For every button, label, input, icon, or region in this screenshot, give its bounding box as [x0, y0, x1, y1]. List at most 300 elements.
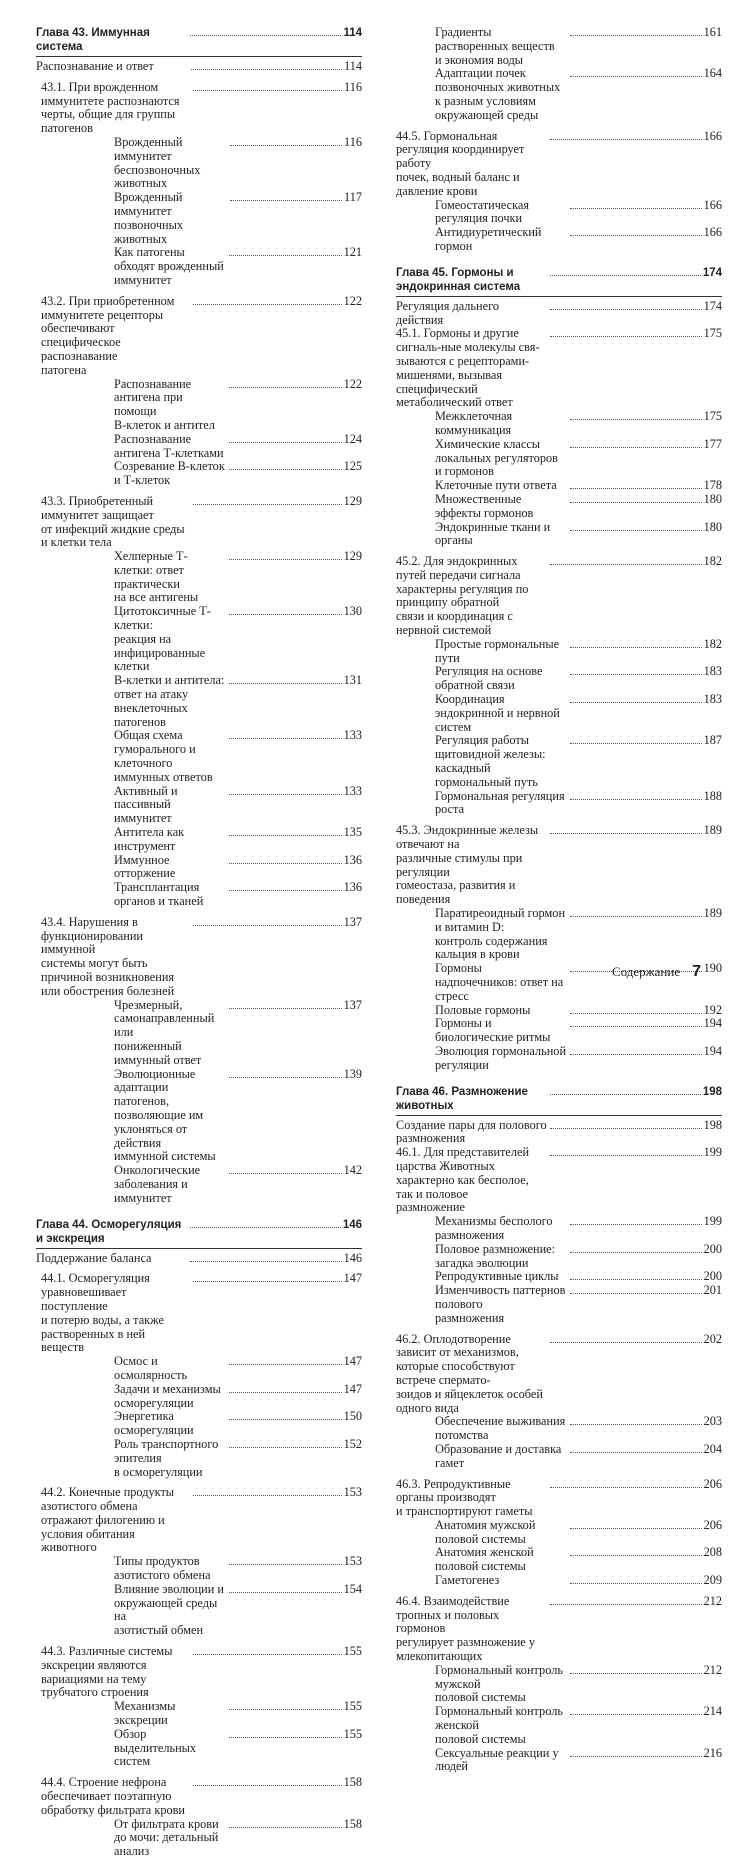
toc-entry — [396, 199, 722, 227]
toc-leader-dots — [193, 1654, 342, 1655]
toc-entry — [36, 495, 362, 550]
toc-leader-dots — [570, 799, 702, 800]
toc-leader-dots — [229, 1447, 341, 1448]
toc-leader-dots — [550, 139, 701, 140]
toc-entry-title: Адаптации почек позвоночных животных к разным условиям окружающей среды — [435, 66, 561, 122]
toc-entry — [396, 1146, 722, 1215]
toc-entry — [396, 521, 722, 549]
toc-entry — [36, 1486, 362, 1555]
toc-page-number: 182 — [703, 554, 723, 569]
toc-entry-title: Роль транспортного эпителия в осморегуляции — [114, 1436, 219, 1479]
toc-entry — [36, 1700, 362, 1728]
toc-entry-title: Глава 44. Осморегуляция и экскреция — [36, 1218, 182, 1245]
toc-entry-title: Механизмы бесполого размножения — [435, 1214, 553, 1242]
toc-page-number: 175 — [703, 326, 723, 341]
toc-leader-dots — [230, 200, 343, 201]
toc-entry-title: Изменчивость паттернов полового размножения — [435, 1283, 566, 1325]
toc-entry-title: Обзор выделительных систем — [114, 1726, 197, 1769]
toc-entry-title: Гормональная регуляция роста — [435, 788, 565, 817]
toc-page-number: 203 — [703, 1414, 723, 1429]
toc-entry-title: 46.2. Оплодотворение зависит от механизмов, которые способствуют встрече сперматo- зоидов и яйцеклеток особей одного вида — [396, 1331, 543, 1415]
toc-entry-title: 46.4. Взаимодействие тропных и половых гормонов регулирует размножение у млекопитающих — [396, 1593, 535, 1664]
toc-page-number: 192 — [703, 1002, 723, 1017]
toc-leader-dots — [550, 336, 701, 337]
toc-leader-dots — [229, 1827, 341, 1828]
toc-entry-title: 44.4. Строение нефрона обеспечивает поэтапную обработку фильтрата крови — [41, 1775, 186, 1817]
toc-entry — [396, 1478, 722, 1519]
toc-entry-title: Задачи и механизмы осморегуляции — [114, 1381, 221, 1410]
toc-entry — [396, 907, 722, 962]
toc-entry — [396, 130, 722, 199]
toc-entry-title: Гормоны надпочечников: ответ на стресс — [435, 961, 564, 1003]
toc-entry-title: 45.1. Гормоны и другие сигналь-ные молекулы свя- зываются с рецепторами-мишенями, вызывая специфический метаболический ответ — [396, 326, 540, 410]
toc-chapter-entry — [396, 266, 722, 297]
toc-leader-dots — [190, 1261, 341, 1262]
toc-left-column — [36, 26, 362, 1859]
toc-page-number: 164 — [703, 66, 723, 81]
toc-page-number: 183 — [703, 692, 723, 707]
toc-entry-title: Механизмы экскреции — [114, 1699, 176, 1728]
toc-leader-dots — [570, 1279, 702, 1280]
toc-entry — [36, 246, 362, 287]
footer-section-label: Содержание — [612, 964, 681, 979]
toc-leader-dots — [570, 1555, 702, 1556]
toc-entry-title: Эволюция гормональной регуляции — [435, 1043, 567, 1072]
toc-leader-dots — [570, 1013, 702, 1014]
toc-entry-title: Гормональный контроль мужской половой системы — [435, 1662, 563, 1705]
toc-entry — [36, 60, 362, 74]
toc-leader-dots — [570, 419, 702, 420]
toc-leader-dots — [550, 1128, 701, 1129]
toc-page-number: 147 — [343, 1381, 363, 1396]
toc-entry — [36, 295, 362, 378]
toc-entry-title: Антидиуретический гормон — [435, 225, 542, 253]
toc-entry — [396, 1595, 722, 1664]
toc-leader-dots — [570, 1026, 702, 1027]
toc-entry-title: 45.3. Эндокринные железы отвечают на различные стимулы при регуляции гомеостаза, развития и поведения — [396, 823, 539, 907]
toc-page-number: 198 — [702, 1085, 722, 1098]
toc-entry — [36, 1410, 362, 1438]
toc-entry — [36, 81, 362, 136]
toc-entry — [36, 433, 362, 461]
toc-entry-title: Половое размножение: загадка эволюции — [435, 1241, 556, 1270]
toc-leader-dots — [229, 1364, 341, 1365]
page-footer — [612, 963, 701, 981]
toc-leader-dots — [550, 1342, 701, 1343]
toc-leader-dots — [550, 1155, 701, 1156]
toc-entry — [396, 26, 722, 67]
toc-entry-title: Анатомия мужской половой системы — [435, 1517, 536, 1546]
toc-page-number: 122 — [343, 376, 363, 391]
toc-entry — [36, 191, 362, 246]
toc-leader-dots — [191, 69, 343, 70]
toc-entry — [36, 881, 362, 909]
toc-entry-title: В-клетки и антитела: ответ на атаку внеклеточных патогенов — [114, 673, 225, 729]
toc-entry — [36, 1555, 362, 1583]
toc-entry-title: Множественные эффекты гормонов — [435, 491, 534, 520]
toc-entry-title: Энергетика осморегуляции — [114, 1409, 194, 1438]
toc-entry — [396, 693, 722, 734]
toc-page-number: 136 — [343, 880, 363, 895]
toc-entry — [396, 1574, 722, 1588]
toc-leader-dots — [229, 1173, 341, 1174]
toc-entry — [396, 1546, 722, 1574]
toc-leader-dots — [229, 890, 341, 891]
toc-page-number: 146 — [343, 1250, 363, 1265]
toc-entry — [396, 1243, 722, 1271]
toc-entry — [36, 999, 362, 1068]
toc-entry — [396, 1004, 722, 1018]
toc-entry — [396, 1333, 722, 1416]
toc-entry-title: Активный и пассивный иммунитет — [114, 783, 178, 826]
toc-entry-title: Глава 46. Размножение животных — [396, 1085, 528, 1112]
toc-page-number: 135 — [343, 825, 363, 840]
toc-page-number: 114 — [344, 59, 362, 73]
toc-page-number: 180 — [703, 519, 723, 534]
toc-leader-dots — [550, 1604, 701, 1605]
toc-page-number: 166 — [703, 197, 723, 212]
toc-leader-dots — [570, 235, 702, 236]
toc-page-number: 214 — [703, 1704, 723, 1719]
toc-leader-dots — [229, 738, 341, 739]
toc-leader-dots — [229, 1737, 341, 1738]
toc-leader-dots — [570, 447, 702, 448]
toc-entry-title: Осмос и осмолярность — [114, 1354, 188, 1382]
toc-leader-dots — [193, 1281, 342, 1282]
toc-entry — [396, 1270, 722, 1284]
toc-page-number: 202 — [703, 1331, 723, 1346]
toc-leader-dots — [570, 1054, 702, 1055]
toc-entry — [36, 1355, 362, 1383]
toc-entry-title: Образование и доставка гамет — [435, 1441, 562, 1470]
toc-page-number: 158 — [343, 1775, 363, 1790]
toc-entry-title: Межклеточная коммуникация — [435, 409, 513, 437]
toc-entry-title: Чрезмерный, самонаправленный или пониженный иммунный ответ — [114, 997, 215, 1067]
toc-entry — [396, 824, 722, 907]
toc-page-number: 204 — [703, 1441, 723, 1456]
toc-entry — [36, 1728, 362, 1769]
toc-leader-dots — [193, 504, 342, 505]
toc-entry — [396, 300, 722, 328]
toc-right-column — [396, 26, 722, 1774]
toc-entry — [396, 734, 722, 789]
toc-entry-title: 43.3. Приобретенный иммунитет защищает от инфекций жидкие среды и клетки тела — [41, 493, 185, 550]
toc-entry — [396, 665, 722, 693]
toc-entry-title: 44.5. Гормональная регуляция координирует работу почек, водный баланс и давление крови — [396, 128, 525, 198]
toc-entry — [36, 785, 362, 826]
toc-leader-dots — [570, 647, 702, 648]
toc-page-number: 152 — [343, 1436, 363, 1451]
toc-entry-title: Химические классы локальных регуляторов и гормонов — [435, 436, 558, 479]
toc-entry-title: Клеточные пути ответа — [435, 478, 557, 493]
toc-page-number: 155 — [343, 1726, 363, 1741]
toc-page-number: 206 — [703, 1517, 723, 1532]
toc-page-number: 155 — [343, 1644, 363, 1659]
toc-entry-title: Созревание В-клеток и Т-клеток — [114, 459, 225, 488]
toc-page-number: 178 — [703, 478, 723, 493]
toc-entry — [396, 1215, 722, 1243]
toc-entry — [36, 1645, 362, 1700]
toc-leader-dots — [570, 1756, 702, 1757]
toc-entry — [396, 1747, 722, 1775]
toc-entry-title: Эволюционные адаптации патогенов, позволяющие им уклоняться от действия иммунной системы — [114, 1066, 216, 1164]
toc-leader-dots — [229, 1419, 341, 1420]
toc-entry-title: Глава 45. Гормоны и эндокринная система — [396, 266, 521, 293]
toc-page-number: 153 — [343, 1485, 363, 1500]
toc-entry-title: Гомеостатическая регуляция почки — [435, 197, 530, 226]
toc-leader-dots — [230, 145, 343, 146]
toc-leader-dots — [570, 1293, 702, 1294]
toc-page-number: 208 — [703, 1545, 723, 1560]
toc-entry — [396, 1284, 722, 1325]
toc-entry-title: Поддержание баланса — [36, 1250, 152, 1265]
toc-entry-title: Хелперные Т-клетки: ответ практически на все антигены — [114, 549, 199, 605]
toc-leader-dots — [570, 1252, 702, 1253]
toc-entry — [396, 438, 722, 479]
toc-page-number: 117 — [344, 190, 362, 205]
toc-entry — [396, 1443, 722, 1471]
toc-entry — [396, 226, 722, 254]
toc-entry — [36, 729, 362, 784]
toc-leader-dots — [229, 1077, 341, 1078]
toc-entry-title: Регуляция дальнего действия — [396, 298, 499, 327]
toc-leader-dots — [570, 674, 702, 675]
toc-page-number: 199 — [703, 1214, 723, 1229]
toc-entry-title: Типы продуктов азотистого обмена — [114, 1554, 211, 1583]
toc-entry — [396, 790, 722, 818]
toc-entry — [396, 493, 722, 521]
toc-entry-title: Половые гормоны — [435, 1002, 531, 1017]
toc-page-number: 153 — [343, 1554, 363, 1569]
toc-entry — [396, 1705, 722, 1746]
toc-entry — [36, 674, 362, 729]
toc-page-number: 133 — [343, 728, 363, 743]
toc-page-number: 212 — [703, 1593, 723, 1608]
toc-page-number: 174 — [703, 298, 723, 313]
toc-page-number: 199 — [703, 1145, 723, 1160]
toc-leader-dots — [229, 1564, 341, 1565]
toc-leader-dots — [550, 833, 701, 834]
toc-leader-dots — [570, 1673, 702, 1674]
toc-entry — [36, 550, 362, 605]
toc-entry — [36, 1164, 362, 1205]
toc-leader-dots — [229, 255, 341, 256]
toc-page-number: 154 — [343, 1581, 363, 1596]
toc-page-number: 188 — [703, 788, 723, 803]
toc-entry — [36, 826, 362, 854]
toc-page-number: 161 — [703, 25, 723, 39]
toc-leader-dots — [229, 387, 341, 388]
toc-entry-title: 46.1. Для представителей царства Животных характерно как бесполое, так и половое размножение — [396, 1145, 530, 1215]
toc-entry-title: Эндокринные ткани и органы — [435, 519, 551, 548]
toc-entry-title: Репродуктивные циклы — [435, 1269, 559, 1284]
toc-page-number: 137 — [343, 997, 363, 1012]
toc-page-number: 177 — [703, 436, 723, 451]
toc-leader-dots — [570, 1583, 702, 1584]
toc-page-number: 194 — [703, 1016, 723, 1031]
toc-page-number: 116 — [344, 134, 362, 149]
toc-page-number: 166 — [703, 128, 723, 143]
toc-entry — [396, 67, 722, 122]
toc-leader-dots — [570, 1528, 702, 1529]
toc-page-number: 147 — [343, 1354, 363, 1369]
toc-entry — [396, 1017, 722, 1045]
toc-entry-title: Врожденный иммунитет позвоночных животных — [114, 190, 184, 246]
toc-page-number: 212 — [703, 1662, 723, 1677]
toc-leader-dots — [229, 614, 341, 615]
toc-entry — [396, 1519, 722, 1547]
toc-entry-title: Гормоны и биологические ритмы — [435, 1016, 551, 1045]
toc-leader-dots — [229, 1709, 341, 1710]
toc-page-number: 187 — [703, 733, 723, 748]
toc-leader-dots — [570, 502, 702, 503]
toc-leader-dots — [570, 208, 702, 209]
toc-leader-dots — [550, 564, 701, 565]
toc-entry — [396, 327, 722, 410]
toc-page-number: 133 — [343, 783, 363, 798]
toc-page-number: 155 — [343, 1699, 363, 1714]
toc-leader-dots — [229, 794, 341, 795]
toc-leader-dots — [193, 1495, 342, 1496]
toc-entry — [36, 378, 362, 433]
toc-entry — [396, 638, 722, 666]
page-number: 7 — [692, 963, 702, 980]
toc-page-number: 194 — [703, 1043, 723, 1058]
toc-leader-dots — [229, 863, 341, 864]
toc-entry-title: Анатомия женской половой системы — [435, 1545, 534, 1574]
toc-leader-dots — [229, 1392, 341, 1393]
toc-entry — [36, 1272, 362, 1355]
toc-leader-dots — [550, 1094, 701, 1095]
toc-page-number: 209 — [703, 1573, 723, 1588]
toc-leader-dots — [229, 469, 341, 470]
toc-leader-dots — [229, 559, 341, 560]
toc-leader-dots — [550, 309, 701, 310]
toc-leader-dots — [570, 916, 702, 917]
toc-entry-title: Сексуальные реакции у людей — [435, 1745, 559, 1774]
toc-entry-title: Простые гормональные пути — [435, 636, 560, 665]
toc-page-number: 122 — [343, 293, 363, 308]
toc-entry — [396, 410, 722, 438]
toc-leader-dots — [570, 530, 702, 531]
toc-entry-title: 45.2. Для эндокринных путей передачи сигнала характерны регуляция по принципу обратной связи и координация с нервной системой — [396, 554, 529, 638]
toc-leader-dots — [190, 35, 341, 36]
toc-entry-title: 44.1. Осморегуляция уравновешивает поступление и потерю воды, а также растворенных в ней веществ — [41, 1271, 164, 1355]
toc-page-number: 166 — [703, 225, 723, 240]
toc-leader-dots — [550, 275, 701, 276]
toc-page-number: 150 — [343, 1409, 363, 1424]
toc-entry-title: Распознавание и ответ — [36, 59, 154, 73]
toc-page-number: 189 — [703, 906, 723, 921]
toc-page-number: 114 — [343, 27, 362, 39]
toc-leader-dots — [570, 76, 702, 77]
toc-entry — [36, 460, 362, 488]
toc-entry-title: Антитела как инструмент — [114, 825, 185, 853]
toc-entry — [36, 1438, 362, 1479]
toc-leader-dots — [570, 702, 702, 703]
toc-entry — [36, 1068, 362, 1165]
toc-entry — [396, 1045, 722, 1073]
toc-entry — [396, 479, 722, 493]
toc-page-number: 190 — [703, 961, 723, 976]
toc-entry — [396, 1664, 722, 1705]
toc-entry-title: Распознавание антигена Т-клетками — [114, 431, 224, 460]
toc-leader-dots — [570, 743, 702, 744]
toc-entry-title: Градиенты растворенных веществ и экономия воды — [435, 25, 555, 67]
toc-leader-dots — [570, 35, 702, 36]
toc-page-number: 116 — [344, 79, 362, 94]
toc-page-number: 189 — [703, 823, 723, 838]
toc-page-number: 158 — [343, 1816, 363, 1831]
toc-entry — [396, 1415, 722, 1443]
toc-page-number: 183 — [703, 664, 723, 679]
toc-leader-dots — [193, 925, 342, 926]
toc-page-number: 137 — [343, 914, 363, 929]
toc-entry — [36, 1818, 362, 1859]
toc-page-number: 206 — [703, 1476, 723, 1491]
toc-leader-dots — [570, 488, 702, 489]
toc-entry-title: 44.2. Конечные продукты азотистого обмена отражают филогению и условия обитания животного — [41, 1485, 175, 1555]
toc-entry — [36, 605, 362, 674]
toc-leader-dots — [193, 1785, 342, 1786]
toc-entry-title: 43.1. При врожденном иммунитете распознаются черты, общие для группы патогенов — [41, 79, 180, 136]
toc-page-number: 174 — [702, 266, 722, 279]
toc-leader-dots — [570, 1714, 702, 1715]
toc-entry-title: Паратиреоидный гормон и витамин D: контроль содержания кальция в крови — [435, 906, 566, 962]
toc-entry — [36, 1252, 362, 1266]
toc-entry — [36, 1383, 362, 1411]
toc-entry-title: Обеспечение выживания потомства — [435, 1414, 566, 1443]
toc-chapter-entry — [36, 1218, 362, 1249]
toc-leader-dots — [229, 683, 341, 684]
toc-entry — [36, 1776, 362, 1817]
toc-page-number: 216 — [703, 1745, 723, 1760]
toc-leader-dots — [229, 1008, 341, 1009]
toc-page-number: 130 — [343, 604, 363, 619]
toc-page-number: 142 — [343, 1163, 363, 1178]
toc-chapter-entry — [396, 1085, 722, 1116]
toc-entry-title: Иммунное отторжение — [114, 852, 176, 881]
toc-entry-title: Цитотоксичные Т-клетки: реакция на инфицированные клетки — [114, 604, 211, 674]
toc-page-number: 124 — [343, 431, 363, 446]
toc-page-number: 175 — [703, 409, 723, 424]
toc-entry — [36, 854, 362, 882]
toc-leader-dots — [229, 442, 341, 443]
toc-page-number: 125 — [343, 459, 363, 474]
toc-entry-title: Гаметогенез — [435, 1573, 500, 1588]
toc-page-number: 129 — [343, 493, 363, 508]
toc-leader-dots — [570, 1424, 702, 1425]
toc-entry-title: Глава 43. Иммунная система — [36, 27, 150, 53]
toc-chapter-entry — [36, 26, 362, 57]
toc-entry-title: Врожденный иммунитет беспозвоночных животных — [114, 134, 201, 191]
toc-leader-dots — [550, 1487, 701, 1488]
toc-entry-title: Как патогены обходят врожденный иммунитет — [114, 245, 224, 287]
toc-entry-title: Влияние эволюции и окружающей среды на азотистый обмен — [114, 1581, 224, 1638]
toc-leader-dots — [229, 835, 341, 836]
toc-page-number: 200 — [703, 1241, 723, 1256]
toc-entry-title: Распознавание антигена при помощи В-клеток и антител — [114, 376, 215, 432]
toc-entry — [396, 555, 722, 638]
toc-entry — [396, 1119, 722, 1147]
toc-leader-dots — [570, 1452, 702, 1453]
toc-page-number: 136 — [343, 852, 363, 867]
toc-entry-title: Создание пары для полового размножения — [396, 1117, 547, 1146]
toc-entry-title: Трансплантация органов и тканей — [114, 880, 204, 909]
toc-entry — [36, 136, 362, 191]
toc-page-number: 200 — [703, 1269, 723, 1284]
toc-page-number: 131 — [343, 673, 363, 688]
